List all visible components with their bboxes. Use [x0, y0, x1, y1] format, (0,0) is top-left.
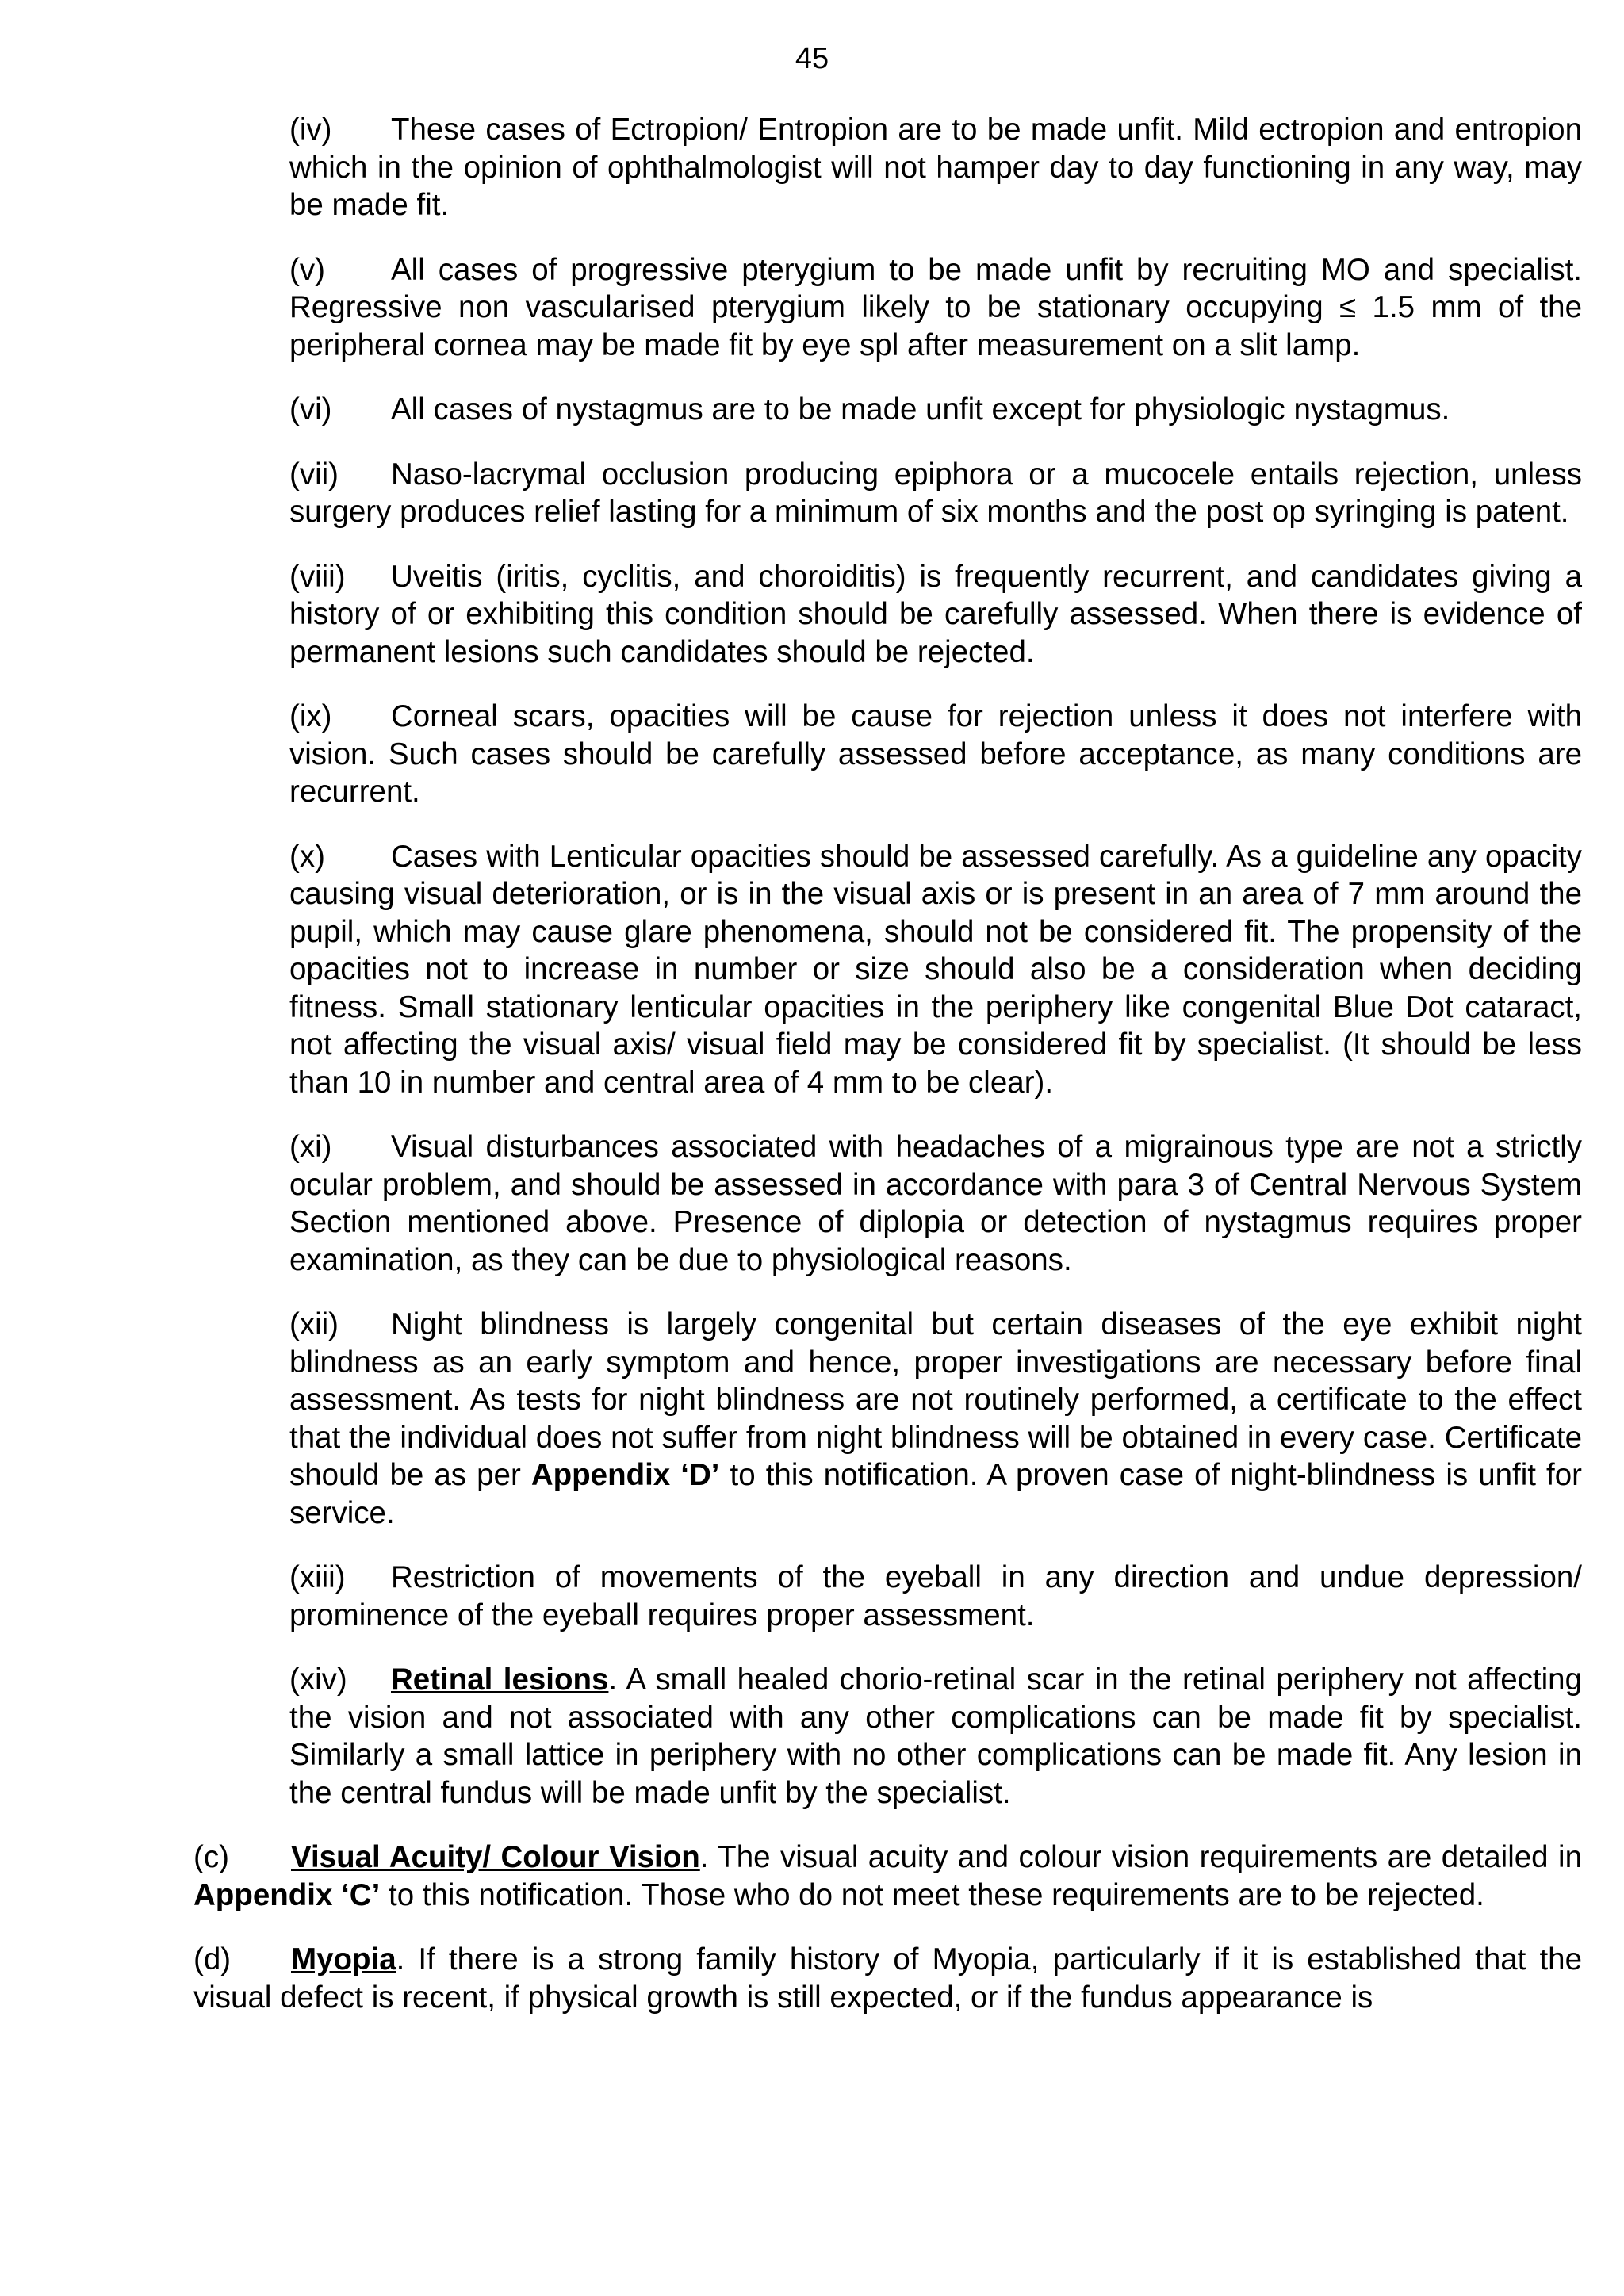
- clause-text: These cases of Ectropion/ Entropion are to be made unfit. Mild ectropion and entropion which in the opinion of ophthalmologist will not hamper day to day functioning in any way, may be made fit.: [289, 113, 1582, 222]
- clause-xiv: [289, 1661, 1582, 1812]
- clause-xiii: [289, 1559, 1582, 1634]
- clause-text: Uveitis (iritis, cyclitis, and choroiditis) is frequently recurrent, and candidates giving a history of or exhibiting this condition should be carefully assessed. When there is evidence of permanent lesions such candidates should be rejected.: [289, 559, 1582, 669]
- page-number: 45: [795, 42, 829, 75]
- clause-heading: Retinal lesions: [391, 1663, 609, 1697]
- appendix-reference: Appendix ‘C’: [193, 1877, 381, 1912]
- clause-text: All cases of progressive pterygium to be made unfit by recruiting MO and specialist. Regressive non vascularised pterygium likely to be stationary occupying ≤ 1.5 mm of the peripheral cornea may be made fit by eye spl after measurement on a slit lamp.: [289, 252, 1582, 362]
- clause-text: . The visual acuity and colour vision requirements are detailed in: [699, 1840, 1582, 1874]
- clause-c: [193, 1839, 1582, 1914]
- clause-iv: [289, 111, 1582, 224]
- clause-text: . If there is a strong family history of Myopia, particularly if it is established that the visual defect is recent, if physical growth is still expected, or if the fundus appearance is: [193, 1942, 1582, 2015]
- clause-number: (xiv): [289, 1663, 347, 1697]
- eye-requirements-list: [0, 1839, 1624, 2016]
- clause-text: All cases of nystagmus are to be made unfit except for physiologic nystagmus.: [391, 392, 1450, 427]
- clause-text: Naso-lacrymal occlusion producing epiphora or a mucocele entails rejection, unless surgery produces relief lasting for a minimum of six months and the post op syringing is patent.: [289, 457, 1582, 529]
- clause-number: (vii): [289, 457, 339, 492]
- clause-text: to this notification. A proven case of night-blindness is unfit for service.: [289, 1458, 1582, 1530]
- clause-ix: [289, 698, 1582, 811]
- clause-xi: [289, 1128, 1582, 1279]
- clause-x: [289, 838, 1582, 1102]
- clause-heading: Myopia: [291, 1942, 396, 1976]
- clause-number: (xii): [289, 1307, 339, 1341]
- clause-vii: [289, 456, 1582, 531]
- eye-conditions-sublist: [0, 111, 1624, 1812]
- clause-text: . A small healed chorio-retinal scar in the retinal periphery not affecting the vision and not associated with any other complications can be made fit by specialist. Similarly a small lattice in periphery with no other complications can be made fit. Any lesion in the central fundus will be made unfit by the specialist.: [289, 1663, 1583, 1810]
- clause-v: [289, 251, 1582, 365]
- clause-heading: Visual Acuity/ Colour Vision: [291, 1840, 700, 1874]
- clause-number: (ix): [289, 699, 332, 733]
- clause-number: (viii): [289, 559, 346, 594]
- document-body: [0, 111, 1624, 2043]
- clause-viii: [289, 558, 1582, 672]
- clause-number: (d): [193, 1942, 232, 1976]
- clause-text: Visual disturbances associated with headaches of a migrainous type are not a strictly ocular problem, and should be assessed in accordance with para 3 of Central Nervous System Section mentioned above. Presence of diplopia or detection of nystagmus requires proper examination, as they can be due to physiological reasons.: [289, 1130, 1582, 1277]
- clause-number: (c): [193, 1840, 229, 1874]
- clause-number: (xiii): [289, 1560, 346, 1594]
- clause-xii: [289, 1306, 1582, 1532]
- clause-number: (vi): [289, 392, 332, 427]
- clause-number: (x): [289, 839, 325, 874]
- clause-text: Night blindness is largely congenital but certain diseases of the eye exhibit night blindness as an early symptom and hence, proper investigations are necessary before final assessment. As tests for night blindness are not routinely performed, a certificate to the effect that the individual does not suffer from night blindness will be obtained in every case. Certificate should be as per: [289, 1307, 1582, 1492]
- clause-vi: [289, 391, 1582, 429]
- clause-text: Corneal scars, opacities will be cause for rejection unless it does not interfere with vision. Such cases should be carefully assessed before acceptance, as many conditions are recurrent.: [289, 699, 1582, 809]
- clause-text: to this notification. Those who do not meet these requirements are to be rejected.: [380, 1877, 1484, 1912]
- clause-text: Restriction of movements of the eyeball in any direction and undue depression/ prominence of the eyeball requires proper assessment.: [289, 1560, 1582, 1632]
- clause-d: [193, 1941, 1582, 2016]
- clause-number: (iv): [289, 113, 332, 147]
- clause-number: (xi): [289, 1130, 332, 1164]
- appendix-reference: Appendix ‘D’: [530, 1458, 720, 1492]
- clause-text: Cases with Lenticular opacities should be assessed carefully. As a guideline any opacity causing visual deterioration, or is in the visual axis or is present in an area of 7 mm around the pupil, which may cause glare phenomena, should not be considered fit. The propensity of the opacities not to increase in number or size should also be a consideration when deciding fitness. Small stationary lenticular opacities in the periphery like congenital Blue Dot cataract, not affecting the visual axis/ visual field may be considered fit by specialist. (It should be less than 10 in number and central area of 4 mm to be clear).: [289, 839, 1582, 1100]
- clause-number: (v): [289, 252, 325, 287]
